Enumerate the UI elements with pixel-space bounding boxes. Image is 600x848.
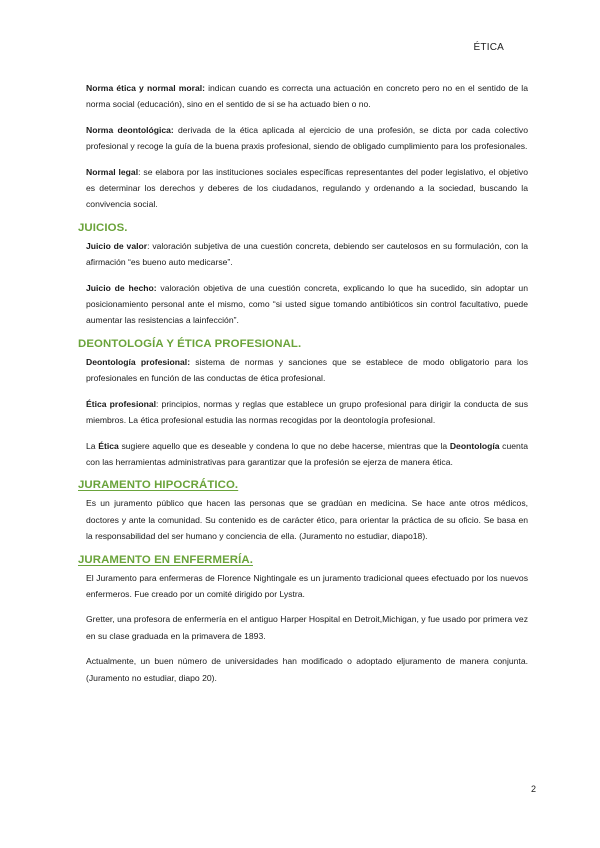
heading-deontologia: DEONTOLOGÍA Y ÉTICA PROFESIONAL. (78, 337, 302, 350)
page-number: 2 (530, 784, 536, 794)
term-deontologia: Deontología (449, 440, 500, 451)
paragraph-deontologia-profesional (86, 354, 528, 387)
term-deontologia-profesional: Deontología profesional: (86, 356, 191, 367)
term-norma-deontologica: Norma deontológica: (86, 124, 174, 135)
text-fragment: La (86, 440, 99, 451)
paragraph-etica-vs-deontologia (86, 438, 528, 471)
term-normal-legal: Normal legal (86, 166, 139, 177)
text-fragment: cuenta con las herramientas administrativas para garantizar que la profesión se ejerza de manera ética. (86, 440, 528, 467)
text-fragment: sugiere aquello que es deseable y condena lo que no debe hacerse, mientras que la (118, 440, 450, 451)
page-content (78, 80, 528, 695)
running-header: ÉTICA (473, 42, 504, 53)
paragraph-juramento-hipocratico: Es un juramento público que hacen las personas que se gradúan en medicina. Se hace ante otros médicos, doctores y ante la comunidad. Su contenido es de carácter ético, para orientar la práctica de su oficio. Se basa en la responsabilidad del ser humano y conciencia de ella. (Juramento no estudiar, diapo18). (86, 498, 528, 542)
paragraph-normal-legal (86, 164, 528, 213)
term-juicio-hecho: Juicio de hecho: (86, 282, 157, 293)
definition-text: indican cuando es correcta una actuación en concreto pero no en el sentido de la norma social (educación), sino en el sentido de si se ha actuado bien o no. (86, 83, 528, 110)
definition-text: derivada de la ética aplicada al ejercicio de una profesión, se dicta por cada colectivo profesional y recoge la guía de la buena praxis profesional, siendo de obligado cumplimiento para los profesionales. (86, 124, 528, 152)
term-juicio-valor: Juicio de valor (86, 240, 148, 251)
heading-juicios: JUICIOS. (78, 221, 128, 234)
term-etica: Ética (98, 440, 119, 451)
definition-text: : valoración subjetiva de una cuestión concreta, debiendo ser cautelosos en su formulación, con la afirmación “es bueno auto medicarse”. (86, 240, 528, 268)
paragraph-enfermeria-3: Actualmente, un buen número de universidades han modificado o adoptado eljuramento de manera conjunta. (Juramento no estudiar, diapo 20). (86, 656, 528, 683)
paragraph-norma-etica (86, 80, 528, 113)
term-etica-profesional: Ética profesional (86, 398, 157, 409)
heading-juramento-hipocratico: JURAMENTO HIPOCRÁTICO. (78, 479, 239, 492)
term-norma-etica: Norma ética y normal moral: (86, 83, 205, 93)
paragraph-juicio-hecho (86, 280, 528, 329)
definition-text: : principios, normas y reglas que establece un grupo profesional para dirigir la conducta de sus miembros. La ética profesional estudia las normas recogidas por la deontología profesional. (86, 398, 529, 426)
definition-text: : se elabora por las instituciones sociales específicas representantes del poder legislativo, el objetivo es determinar los derechos y deberes de los ciudadanos, regulando y ordenando a la sociedad, buscando la convivencia social. (86, 166, 528, 210)
definition-text: valoración objetiva de una cuestión concreta, explicando lo que ha sucedido, sin adoptar un posicionamiento personal ante el mismo, como “si usted sigue tomando antibióticos sin control facultativo, puede aumentar las resistencias a lainfección”. (86, 282, 528, 326)
paragraph-etica-profesional (86, 396, 528, 429)
paragraph-norma-deontologica (86, 122, 528, 155)
paragraph-juicio-valor (86, 238, 528, 271)
definition-text: sistema de normas y sanciones que se establece de modo obligatorio para los profesionales en función de las conductas de ética profesional. (86, 356, 528, 384)
heading-juramento-enfermeria: JURAMENTO EN ENFERMERÍA. (78, 553, 253, 566)
paragraph-enfermeria-2: Gretter, una profesora de enfermería en el antiguo Harper Hospital en Detroit,Michigan, y fue usado por primera vez en su clase graduada en la primavera de 1893. (86, 614, 528, 641)
paragraph-enfermeria-1: El Juramento para enfermeras de Florence Nightingale es un juramento tradicional quees efectuado por los nuevos enfermeros. Fue creado por un comité dirigido por Lystra. (86, 572, 528, 599)
